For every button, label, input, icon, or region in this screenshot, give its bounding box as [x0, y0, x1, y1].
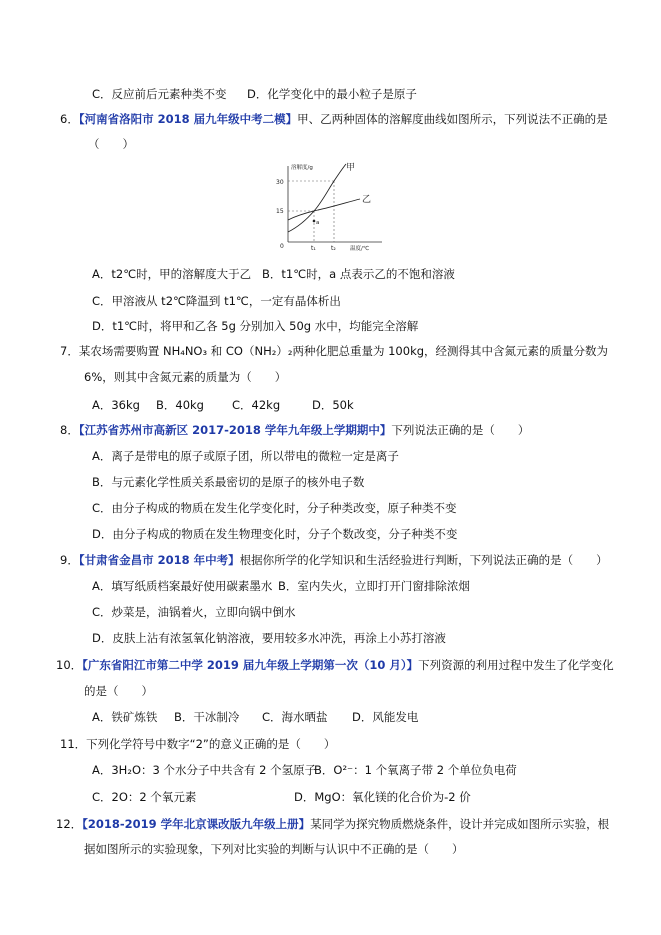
question-text: 下列资源的利用过程中发生了化学变化: [418, 658, 614, 672]
question-11-stem: 11．下列化学符号中数字“2”的意义正确的是（ ）: [60, 737, 336, 751]
question-source: 【广东省阳江市第二中学 2019 届九年级上学期第一次（10 月）】: [82, 658, 419, 672]
q5-option-d: D．化学变化中的最小粒子是原子: [247, 87, 417, 101]
question-text: 甲、乙两种固体的溶解度曲线如图所示，下列说法不正确的是: [297, 112, 608, 126]
solubility-chart: [270, 160, 392, 252]
q6-option-c: C．甲溶液从 t2℃降温到 t1℃，一定有晶体析出: [92, 294, 341, 308]
tick-30: 30: [276, 179, 284, 186]
q9-option-a: A．填写纸质档案最好使用碳素墨水: [92, 579, 273, 593]
q6-option-b: B．t1℃时，a 点表示乙的不饱和溶液: [262, 267, 455, 281]
question-7-stem-line1: 7．某农场需要购置 NH₄NO₃ 和 CO（NH₂）₂两种化肥总重量为 100kg，经测得其中含氮元素的质量分数为: [60, 344, 609, 358]
q8-option-b: B．与元素化学性质关系最密切的是原子的核外电子数: [92, 475, 365, 489]
point-a-label: a: [316, 220, 320, 226]
q11-option-a: A．3H₂O：3 个水分子中共含有 2 个氢原子: [92, 763, 317, 777]
question-source: 【甘肃省金昌市 2018 年中考】: [78, 553, 240, 567]
question-number: 8．: [60, 423, 79, 437]
question-6-answer-paren: （ ）: [88, 137, 134, 151]
curve-yi: [288, 199, 360, 220]
q7-option-c: C．42kg: [232, 398, 281, 412]
q10-option-a: A．铁矿炼铁: [92, 710, 158, 724]
q10-option-b: B．干冰制冷: [174, 710, 240, 724]
q11-option-b: B．O²⁻：1 个氧离子带 2 个单位负电荷: [314, 763, 517, 777]
q5-option-c: C．反应前后元素种类不变: [92, 87, 227, 101]
curve-jia-label: 甲: [346, 163, 356, 173]
x-axis-label: 温度/℃: [350, 246, 370, 252]
q8-option-d: D．由分子构成的物质在发生物理变化时，分子个数改变，分子种类不变: [92, 527, 458, 541]
question-12-stem-line2: 据如图所示的实验现象，下列对比实验的判断与认识中不正确的是（ ）: [84, 842, 464, 856]
q9-option-b: B．室内失火，立即打开门窗排除浓烟: [278, 579, 470, 593]
q11-option-d: D．MgO：氧化镁的化合价为-2 价: [294, 790, 471, 804]
question-12-stem: [56, 816, 609, 832]
q6-option-d: D．t1℃时，将甲和乙各 5g 分别加入 50g 水中，均能完全溶解: [92, 319, 419, 333]
solubility-curve-figure: [270, 160, 392, 252]
question-source: 【2018-2019 学年北京课改版九年级上册】: [82, 817, 311, 831]
question-6-stem: [60, 111, 608, 127]
q9-option-d: D．皮肤上沾有浓氢氧化钠溶液，要用较多水冲洗，再涂上小苏打溶液: [92, 631, 446, 645]
t1-label: t₁: [311, 245, 316, 252]
q7-option-a: A．36kg: [92, 398, 140, 412]
point-a: [313, 220, 316, 223]
question-number: 12．: [56, 817, 83, 831]
q7-option-d: D．50k: [312, 398, 354, 412]
q6-option-a: A．t2℃时，甲的溶解度大于乙: [92, 267, 252, 281]
question-10-stem: [56, 657, 614, 673]
question-text: 某同学为探究物质燃烧条件，设计并完成如图所示实验，根: [310, 817, 610, 831]
tick-15: 15: [276, 208, 284, 215]
question-source: 【江苏省苏州市高新区 2017-2018 学年九年级上学期期中】: [78, 423, 392, 437]
question-text: 根据你所学的化学知识和生活经验进行判断，下列说法正确的是（ ）: [239, 553, 608, 567]
t2-label: t₂: [331, 245, 336, 252]
q8-option-c: C．由分子构成的物质在发生化学变化时，分子种类改变，原子种类不变: [92, 501, 457, 515]
y-axis-label: 溶解度/g: [291, 165, 313, 171]
question-number: 9．: [60, 553, 79, 567]
q11-option-c: C．2O：2 个氧元素: [92, 790, 197, 804]
question-text: 下列说法正确的是（ ）: [391, 423, 530, 437]
curve-yi-label: 乙: [362, 195, 372, 205]
question-number: 10．: [56, 658, 83, 672]
question-source: 【河南省洛阳市 2018 届九年级中考二模】: [78, 112, 298, 126]
q10-option-d: D．风能发电: [352, 710, 419, 724]
q8-option-a: A．离子是带电的原子或原子团，所以带电的微粒一定是离子: [92, 449, 399, 463]
question-7-stem-line2: 6%，则其中含氮元素的质量为（ ）: [84, 370, 287, 384]
q9-option-c: C．炒菜是，油锅着火，立即向锅中倒水: [92, 605, 296, 619]
question-number: 6．: [60, 112, 79, 126]
q10-option-c: C．海水晒盐: [262, 710, 328, 724]
origin-label: 0: [280, 243, 284, 250]
question-9-stem: [60, 552, 608, 568]
question-8-stem: [60, 422, 529, 438]
question-10-stem-line2: 的是（ ）: [84, 684, 153, 698]
q7-option-b: B．40kg: [156, 398, 204, 412]
